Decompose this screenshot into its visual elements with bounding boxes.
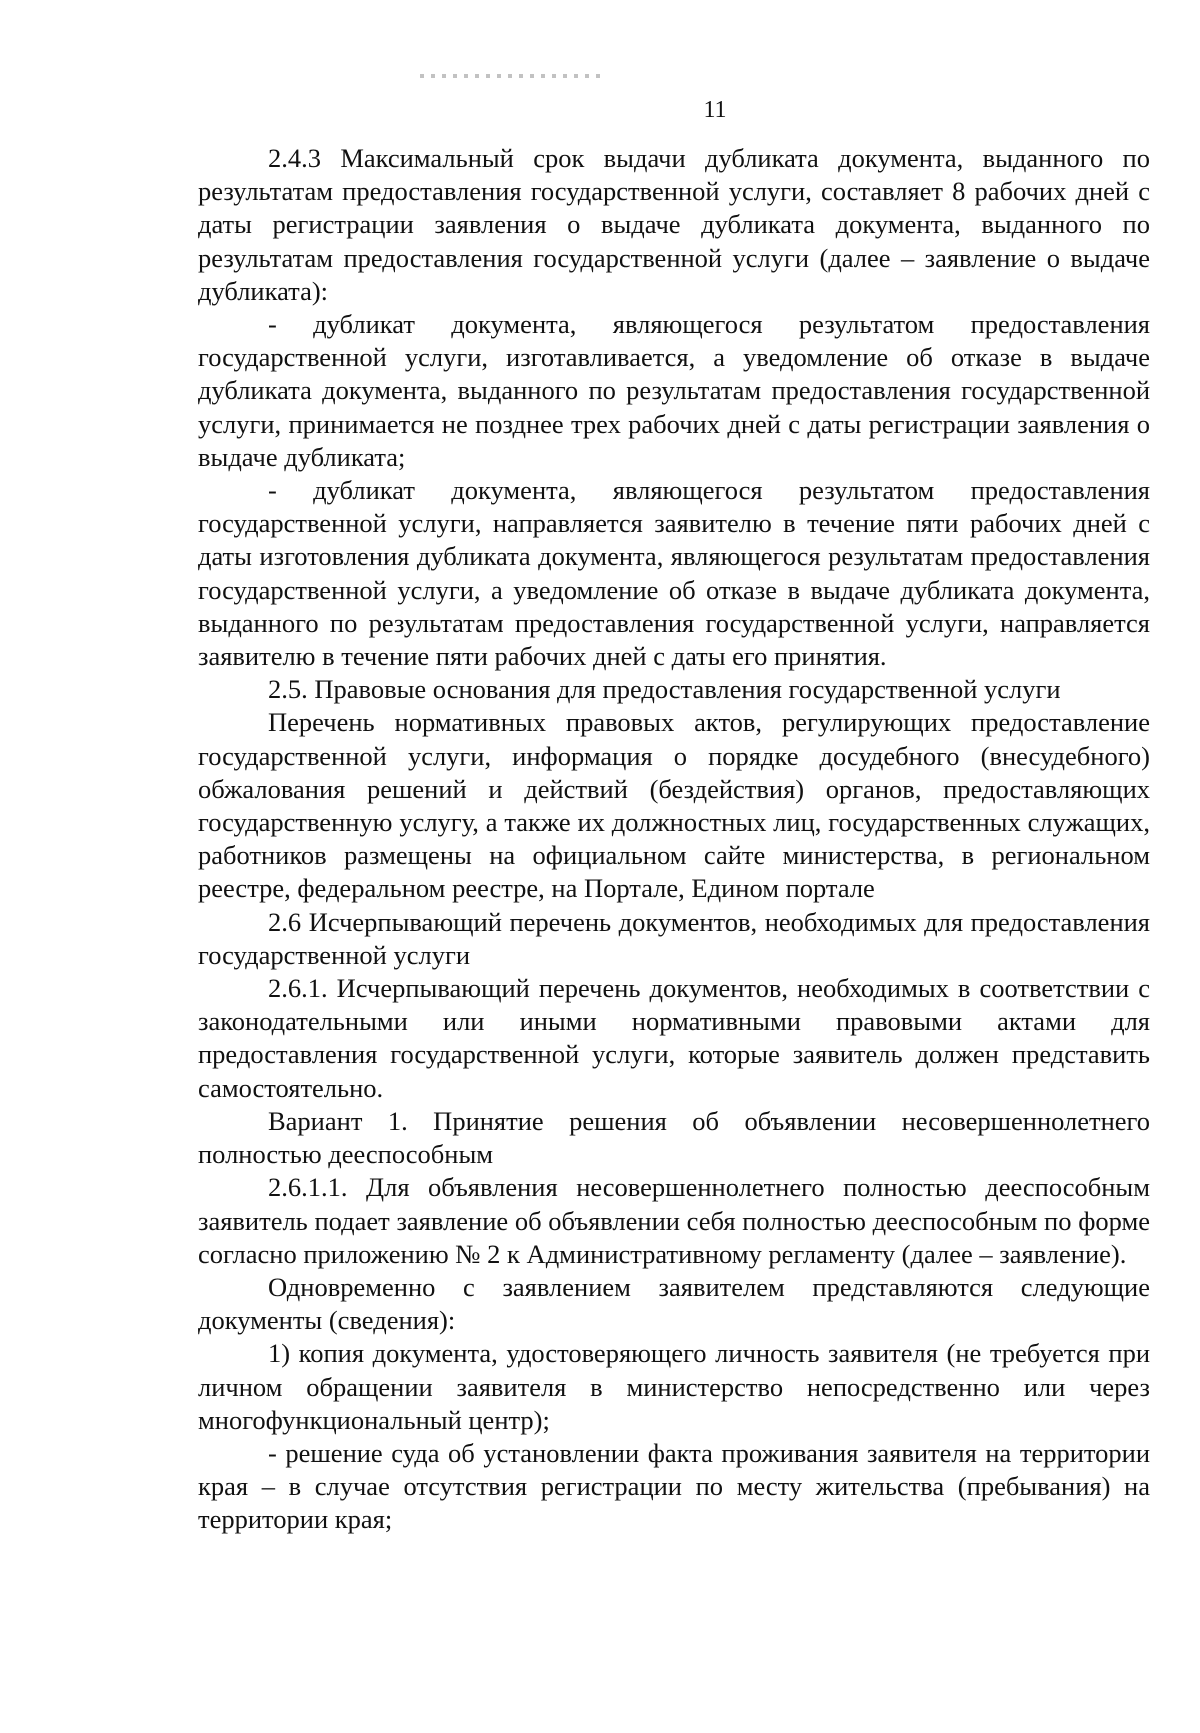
paragraph-2-6-1-1: 2.6.1.1. Для объявления несовершеннолетнего полностью дееспособным заявитель подает заявление об объявлении себя полностью дееспособным по форме согласно приложению № 2 к Административному регламенту (далее – заявление).	[198, 1172, 1150, 1269]
paragraph-legal-acts: Перечень нормативных правовых актов, регулирующих предоставление государственной услуги, информация о порядке досудебного (внесудебного) обжалования решений и действий (бездействия) органов, предоставляющих государственную услугу, а также их должностных лиц, государственных служащих, работников размещены на официальном сайте министерства, в региональном реестре, федеральном реестре, на Портале, Едином портале	[198, 707, 1150, 904]
paragraph-2-4-3: 2.4.3 Максимальный срок выдачи дубликата документа, выданного по результатам предоставления государственной услуги, составляет 8 рабочих дней с даты регистрации заявления о выдаче дубликата документа, выданного по результатам предоставления государственной услуги (далее – заявление о выдаче дубликата):	[198, 143, 1150, 306]
list-item-court-decision: - решение суда об установлении факта проживания заявителя на территории края – в случае отсутствия регистрации по месту жительства (пребывания) на территории края;	[198, 1437, 1150, 1535]
section-heading-2-6: 2.6 Исчерпывающий перечень документов, необходимых для предоставления государственной услуги	[198, 906, 1150, 970]
paragraph-duplicate-sent: - дубликат документа, являющегося результатом предоставления государственной услуги, направляется заявителю в течение пяти рабочих дней с даты изготовления дубликата документа, являющегося результатам предоставления государственной услуги, а уведомление об отказе в выдаче дубликата документа, выданного по результатам предоставления государственной услуги, направляется заявителю в течение пяти рабочих дней с даты его принятия.	[198, 475, 1150, 672]
page-number: 11	[703, 97, 727, 123]
paragraph-variant-1: Вариант 1. Принятие решения об объявлении несовершеннолетнего полностью дееспособным	[198, 1105, 1150, 1170]
paragraph-duplicate-issued: - дубликат документа, являющегося результатом предоставления государственной услуги, изготавливается, а уведомление об отказе в выдаче дубликата документа, выданного по результатам предоставления государственной услуги, принимается не позднее трех рабочих дней с даты регистрации заявления о выдаче дубликата;	[198, 309, 1150, 472]
list-item-identity-copy: 1) копия документа, удостоверяющего личность заявителя (не требуется при личном обращении заявителя в министерство непосредственно или через многофункциональный центр);	[198, 1338, 1150, 1435]
scan-artifact	[420, 74, 606, 78]
document-body	[198, 142, 1150, 1537]
section-heading-2-5: 2.5. Правовые основания для предоставления государственной услуги	[268, 674, 1061, 705]
paragraph-documents-intro: Одновременно с заявлением заявителем представляются следующие документы (сведения):	[198, 1271, 1150, 1336]
paragraph-2-6-1: 2.6.1. Исчерпывающий перечень документов, необходимых в соответствии с законодательными или иными нормативными правовыми актами для предоставления государственной услуги, которые заявитель должен представить самостоятельно.	[198, 973, 1150, 1103]
